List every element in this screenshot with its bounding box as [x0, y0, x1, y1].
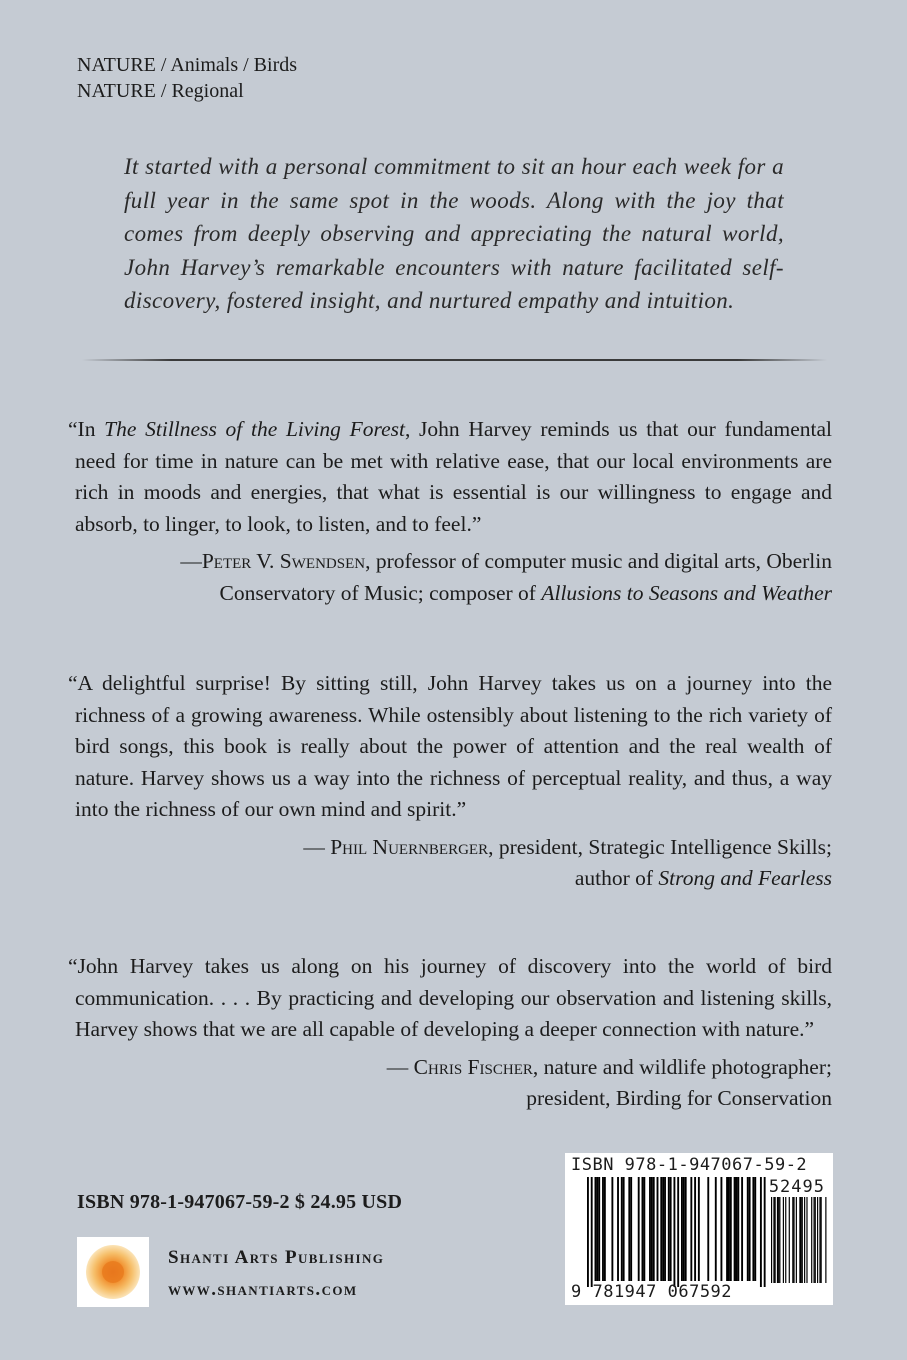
barcode-bar — [752, 1177, 754, 1281]
barcode-addon-bar — [821, 1197, 822, 1283]
barcode-bar — [630, 1177, 632, 1281]
barcode-addon-bar — [779, 1197, 780, 1283]
barcode-bar — [734, 1177, 736, 1281]
barcode-bar — [638, 1177, 640, 1281]
quote-attribution — [68, 1052, 832, 1115]
book-blurb: It started with a personal commitment to sit an hour each week for a full year in the same spot in the woods. Along with the joy that comes from deeply observing and appreciating the natural world, John Harvey’s remarkable encounters with nature facilitated self-discovery, fostered insight, and nurtured empathy and intuition. — [124, 154, 784, 313]
book-title: The Stillness of the Living Forest — [104, 417, 405, 441]
barcode-bar — [657, 1177, 659, 1281]
publisher-url: www.shantiarts.com — [168, 1279, 358, 1300]
barcode-bar — [707, 1177, 709, 1281]
barcode-bar — [649, 1177, 651, 1281]
barcode-isbn-label: ISBN 978-1-947067-59-2 — [571, 1155, 808, 1175]
publisher-name: Shanti Arts Publishing — [168, 1247, 385, 1268]
barcode-addon-bar — [802, 1197, 803, 1283]
barcode-price-code: 52495 — [768, 1177, 825, 1197]
barcode-addon-bar — [804, 1197, 805, 1283]
barcode-bar — [760, 1177, 762, 1287]
barcode-bar — [587, 1177, 589, 1287]
barcode-bar — [651, 1177, 653, 1281]
barcode-bar — [677, 1177, 679, 1287]
barcode-addon-bar — [775, 1197, 776, 1283]
divider-rule — [82, 359, 827, 361]
barcode-bar — [730, 1177, 732, 1281]
barcode-bar — [698, 1177, 700, 1281]
barcode-bar — [681, 1177, 683, 1281]
barcode-bar — [726, 1177, 728, 1281]
barcode-addon-bar — [819, 1197, 820, 1283]
barcode-bar — [685, 1177, 687, 1281]
barcode-addon-bar — [799, 1197, 800, 1283]
barcode-bar — [715, 1177, 717, 1281]
endorser-role: , president, Strategic Intelligence Skills; — [488, 834, 832, 859]
barcode-addon-bar — [789, 1197, 790, 1283]
barcode — [565, 1153, 833, 1305]
barcode-bar — [670, 1177, 672, 1281]
barcode-bar — [653, 1177, 655, 1281]
barcode-ean-number: 9 781947 067592 — [571, 1282, 733, 1302]
endorsement-quote — [68, 414, 832, 609]
barcode-addon-bar — [796, 1197, 797, 1283]
barcode-addon-bar — [817, 1197, 818, 1283]
endorser-role-cont: president, Birding for Conservation — [526, 1086, 832, 1110]
barcode-bar — [694, 1177, 696, 1281]
endorser-name: Chris Fischer — [413, 1054, 533, 1079]
barcode-bar — [673, 1177, 675, 1287]
isbn-price: ISBN 978-1-947067-59-2 $ 24.95 USD — [77, 1191, 403, 1213]
barcode-addon-bar — [815, 1197, 816, 1283]
barcode-addon-bar — [778, 1197, 779, 1283]
endorser-role: , nature and wildlife photographer; — [532, 1054, 832, 1079]
barcode-bar — [660, 1177, 662, 1281]
endorser-role-cont: Conservatory of Music; composer of — [219, 580, 542, 605]
barcode-bar — [617, 1177, 619, 1281]
attribution-dash: — — [180, 549, 202, 573]
barcode-bar — [664, 1177, 666, 1281]
publisher-info — [168, 1242, 384, 1306]
barcode-addon-bar — [825, 1197, 826, 1283]
barcode-addon-bar — [793, 1197, 794, 1283]
category-line: NATURE / Regional — [77, 80, 244, 102]
endorser-work: Strong and Fearless — [658, 866, 832, 890]
attribution-dash: — — [386, 1054, 414, 1079]
endorser-work: Allusions to Seasons and Weather — [541, 580, 832, 605]
publisher-logo — [77, 1237, 149, 1307]
barcode-bar — [720, 1177, 722, 1281]
barcode-bar — [611, 1177, 613, 1281]
quote-text — [68, 414, 832, 540]
barcode-bar — [754, 1177, 756, 1281]
barcode-bar — [764, 1177, 766, 1287]
barcode-bar — [598, 1177, 600, 1281]
barcode-bar — [602, 1177, 604, 1281]
barcode-addon-bar — [801, 1197, 802, 1283]
barcode-bar — [623, 1177, 625, 1281]
barcode-bar — [642, 1177, 644, 1281]
barcode-bar — [736, 1177, 738, 1281]
barcode-addon-bar — [771, 1197, 772, 1283]
barcode-bar — [728, 1177, 730, 1281]
endorsement-quote — [68, 951, 832, 1115]
barcode-bar — [621, 1177, 623, 1281]
quote-attribution — [68, 832, 832, 895]
barcode-bar — [643, 1177, 645, 1281]
barcode-bar — [690, 1177, 692, 1281]
endorser-name: Peter V. Swendsen — [201, 549, 366, 573]
quote-body: , John Harvey reminds us that our fundamental need for time in nature can be met with relative ease, that our local environments are rich in moods and energies, that what is essential is our willingness to engage and absorb, to linger, to look, to listen, and to feel.” — [75, 417, 832, 536]
barcode-bar — [628, 1177, 630, 1281]
barcode-bar — [741, 1177, 743, 1281]
endorser-name: Phil Nuernberger — [330, 834, 489, 859]
attribution-dash: — — [303, 834, 331, 859]
barcode-addon-bar — [792, 1197, 793, 1283]
barcode-bar — [747, 1177, 749, 1281]
endorser-role-cont: author of — [574, 866, 659, 890]
subject-categories — [77, 52, 297, 104]
quote-attribution — [68, 546, 832, 609]
barcode-bar — [737, 1177, 739, 1281]
barcode-addon-bar — [777, 1197, 778, 1283]
barcode-bar — [749, 1177, 751, 1281]
barcode-addon-bar — [813, 1197, 814, 1283]
barcode-addon-bar — [783, 1197, 784, 1283]
barcode-addon-bar — [806, 1197, 807, 1283]
barcode-bar — [595, 1177, 597, 1281]
barcode-bar — [683, 1177, 685, 1281]
quote-open: “In — [68, 417, 105, 441]
sun-logo-icon — [85, 1244, 141, 1300]
quote-text: “John Harvey takes us along on his journey of discovery into the world of bird communication. . . . By practicing and developing our observation and listening skills, Harvey shows that we are all capable of developing a deeper connection with nature.” — [68, 954, 832, 1041]
barcode-addon-bar — [773, 1197, 774, 1283]
endorser-role: , professor of computer music and digital arts, Oberlin — [365, 549, 832, 573]
category-line: NATURE / Animals / Birds — [77, 54, 298, 76]
endorsement-quote — [68, 668, 832, 895]
barcode-bar — [604, 1177, 606, 1281]
quote-text: “A delightful surprise! By sitting still, John Harvey takes us on a journey into the richness of a growing awareness. While ostensibly about listening to the rich variety of bird songs, this book is really about the power of attention and the real wealth of nature. Harvey shows us a way into the richness of perceptual reality, and thus, a way into the richness of our own mind and spirit.” — [68, 671, 832, 821]
barcode-bar — [668, 1177, 670, 1281]
barcode-bar — [662, 1177, 664, 1281]
barcode-bar — [596, 1177, 598, 1281]
barcode-addon-bar — [785, 1197, 786, 1283]
barcode-bar — [591, 1177, 593, 1287]
barcode-addon-bar — [811, 1197, 812, 1283]
